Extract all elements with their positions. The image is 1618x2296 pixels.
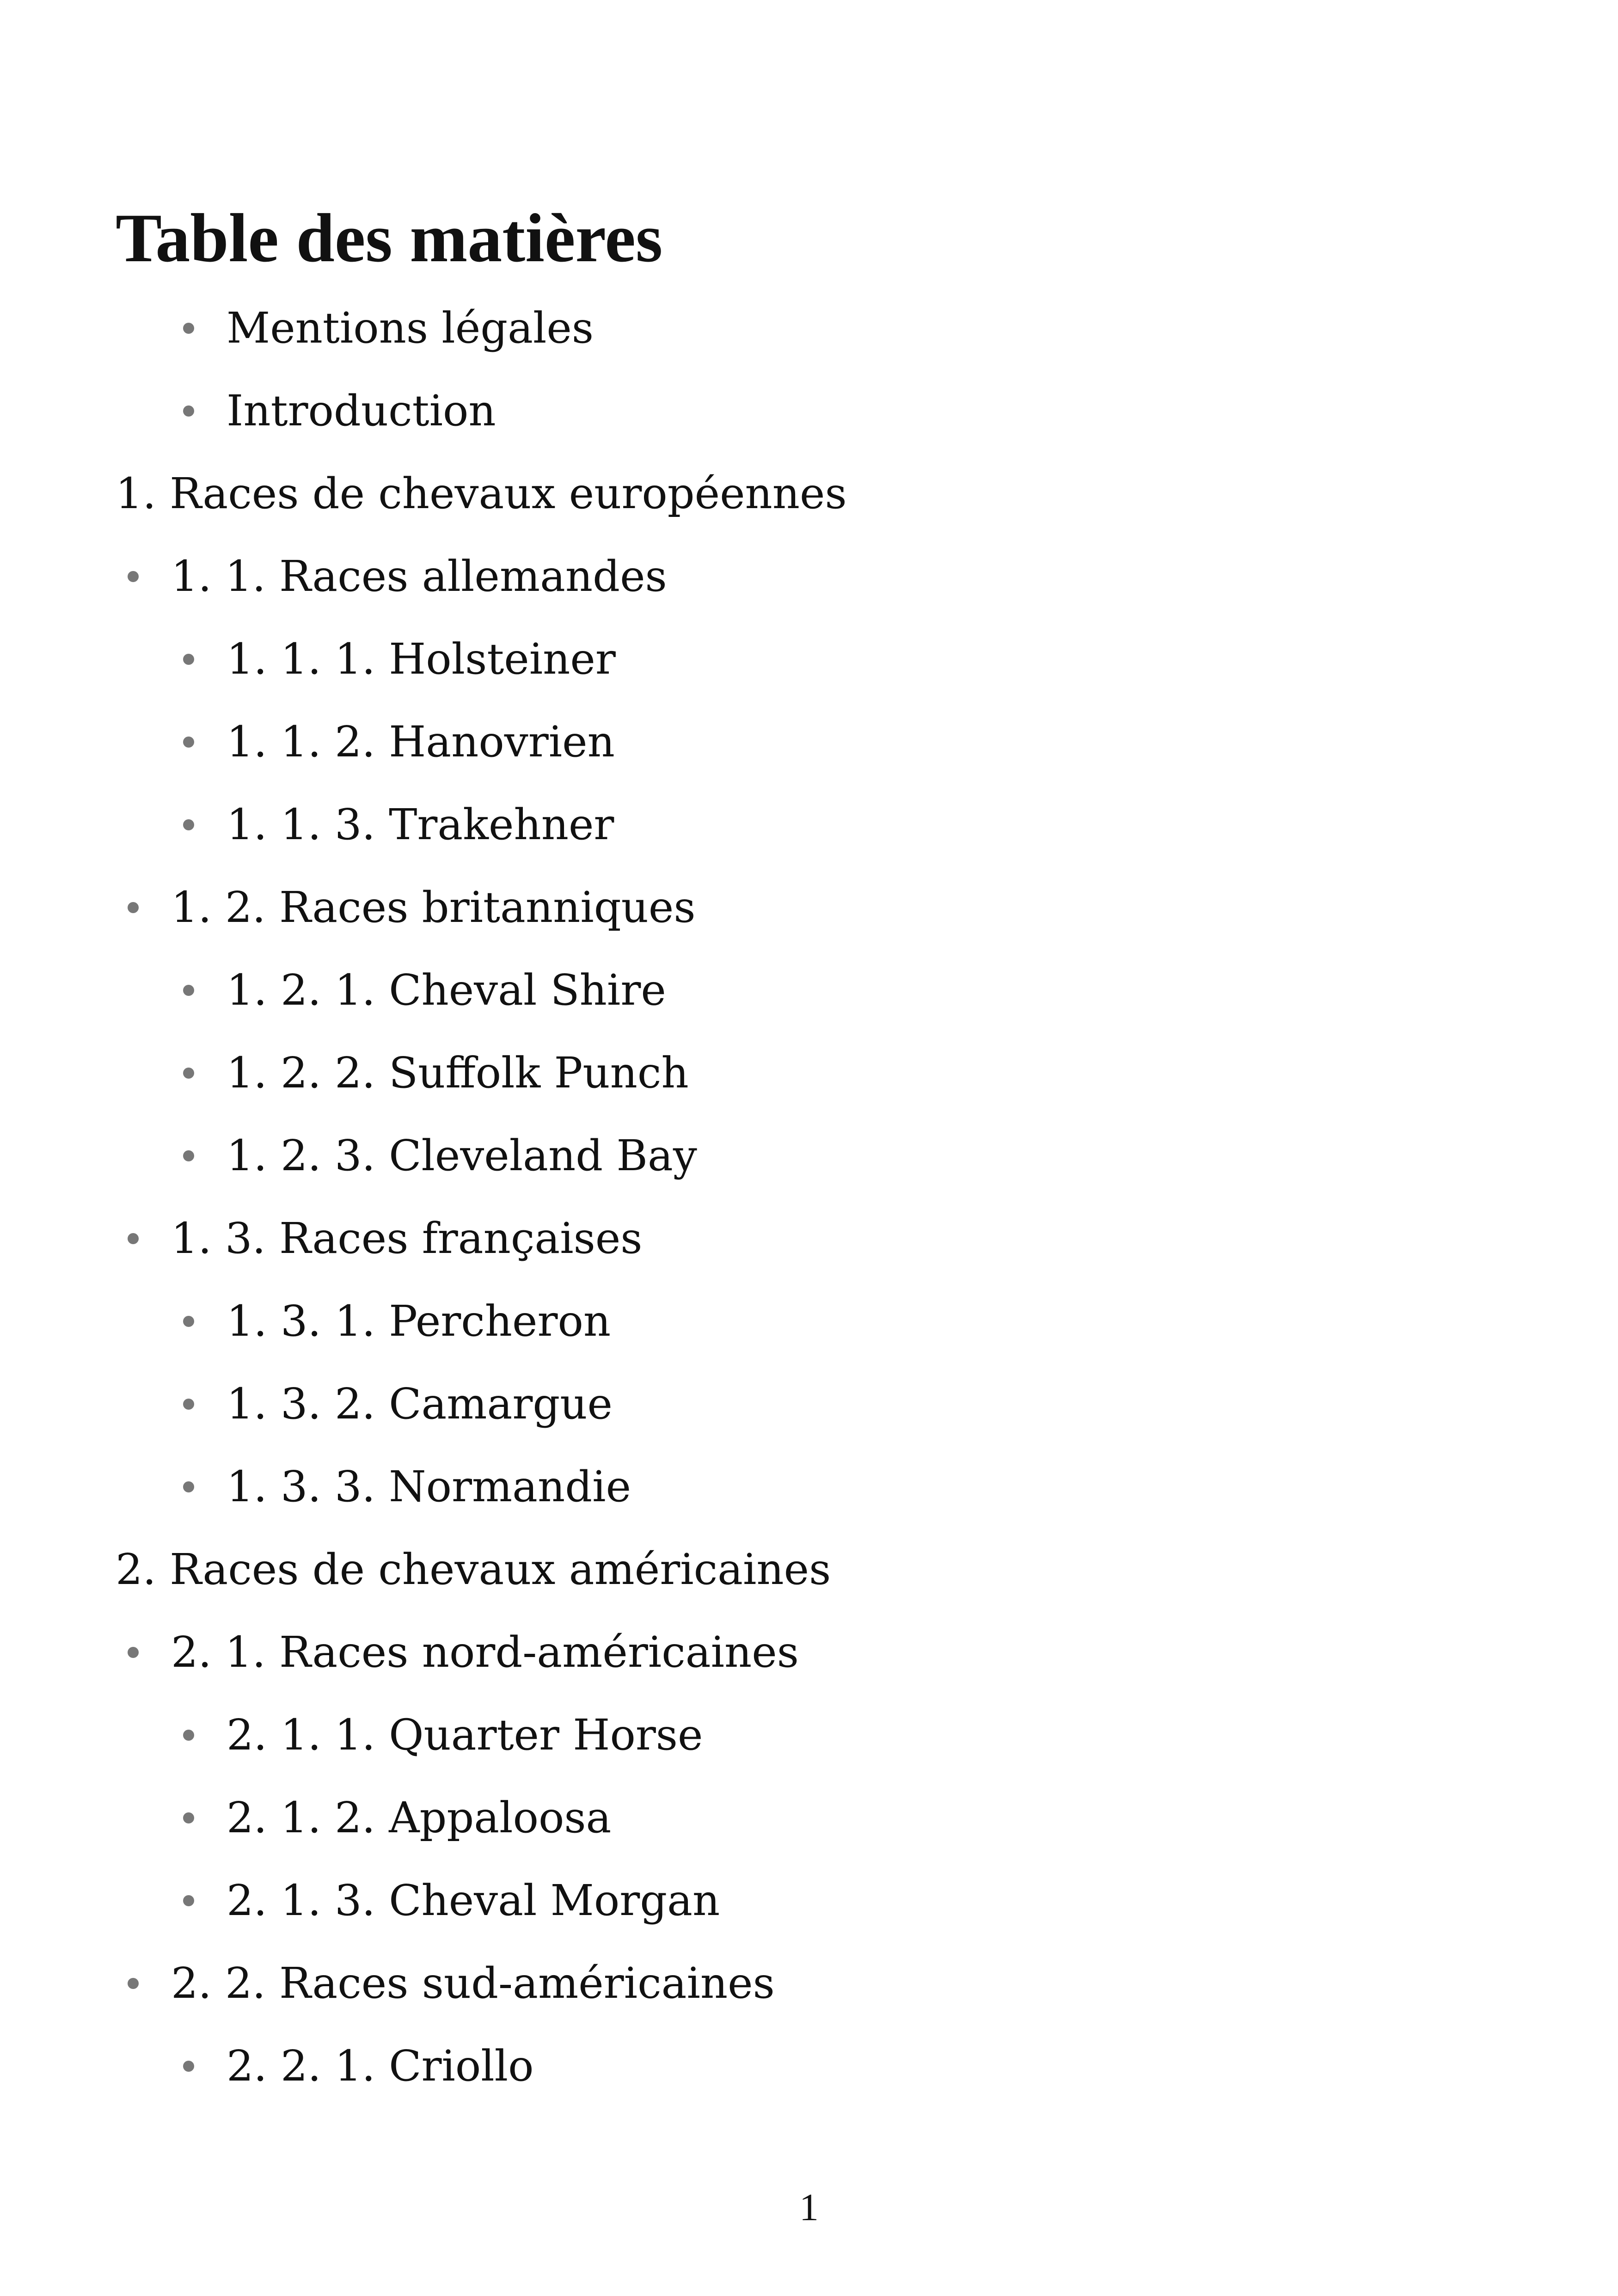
toc-entry-label: 2. 1. 3. Cheval Morgan: [227, 1876, 720, 1925]
toc-entry[interactable]: [0, 866, 1618, 949]
toc-entry-label: 1. 1. 3. Trakehner: [227, 800, 614, 849]
bullet-icon: [183, 1481, 194, 1492]
toc-entry-label: 1. 1. 2. Hanovrien: [227, 717, 615, 767]
toc-entry[interactable]: [0, 1031, 1618, 1114]
page-number: 1: [799, 2186, 819, 2229]
bullet-icon: [183, 985, 194, 996]
toc-entry[interactable]: [0, 618, 1618, 700]
toc-entry[interactable]: [0, 287, 1618, 369]
toc-entry-label: 1. 1. Races allemandes: [171, 552, 667, 601]
toc-entry-label: 1. 3. 3. Normandie: [227, 1462, 631, 1511]
toc-entry[interactable]: [0, 535, 1618, 618]
toc-entry-label: 2. 2. 1. Criollo: [227, 2041, 534, 2091]
toc-entry[interactable]: [0, 1363, 1618, 1445]
toc-entry[interactable]: [0, 1197, 1618, 1280]
bullet-icon: [183, 1895, 194, 1906]
bullet-icon: [183, 405, 194, 417]
bullet-icon: [128, 1233, 139, 1244]
bullet-icon: [183, 1730, 194, 1741]
bullet-icon: [183, 1150, 194, 1161]
toc-entry[interactable]: [0, 2025, 1618, 2107]
toc-entry[interactable]: [0, 1445, 1618, 1528]
bullet-icon: [128, 1978, 139, 1989]
bullet-icon: [183, 1068, 194, 1079]
toc-entry[interactable]: [0, 1859, 1618, 1942]
toc-entry[interactable]: [0, 1942, 1618, 2025]
toc-entry[interactable]: [0, 452, 1618, 535]
toc-entry[interactable]: [0, 1776, 1618, 1859]
bullet-icon: [183, 737, 194, 748]
table-of-contents: [0, 287, 1618, 2107]
toc-entry-label: 2. 1. 1. Quarter Horse: [227, 1710, 703, 1760]
toc-entry-label: 1. 1. 1. Holsteiner: [227, 634, 616, 684]
toc-entry-label: 1. Races de chevaux européennes: [116, 469, 847, 518]
bullet-icon: [128, 1647, 139, 1658]
bullet-icon: [183, 323, 194, 334]
toc-entry-label: 1. 3. 2. Camargue: [227, 1379, 613, 1429]
toc-entry[interactable]: [0, 949, 1618, 1031]
toc-entry[interactable]: [0, 1694, 1618, 1776]
toc-entry-label: 2. Races de chevaux américaines: [116, 1545, 831, 1594]
bullet-icon: [183, 819, 194, 830]
toc-entry[interactable]: [0, 1280, 1618, 1363]
toc-entry-label: 1. 2. 1. Cheval Shire: [227, 965, 666, 1015]
bullet-icon: [183, 1399, 194, 1410]
toc-entry-label: Introduction: [227, 386, 496, 436]
toc-entry-label: 1. 2. 2. Suffolk Punch: [227, 1048, 689, 1098]
bullet-icon: [183, 654, 194, 665]
bullet-icon: [183, 1316, 194, 1327]
toc-entry-label: 1. 3. 1. Percheron: [227, 1296, 611, 1346]
toc-entry-label: 1. 3. Races françaises: [171, 1214, 643, 1263]
toc-entry[interactable]: [0, 1611, 1618, 1694]
toc-entry-label: Mentions légales: [227, 303, 594, 353]
toc-entry[interactable]: [0, 783, 1618, 866]
bullet-icon: [128, 571, 139, 582]
toc-entry-label: 1. 2. 3. Cleveland Bay: [227, 1131, 697, 1180]
toc-entry[interactable]: [0, 700, 1618, 783]
page-title: Table des matières: [116, 200, 663, 276]
toc-entry-label: 2. 1. 2. Appaloosa: [227, 1793, 612, 1842]
toc-entry[interactable]: [0, 1114, 1618, 1197]
bullet-icon: [128, 902, 139, 913]
bullet-icon: [183, 2061, 194, 2072]
toc-entry-label: 2. 2. Races sud-américaines: [171, 1958, 775, 2008]
toc-entry[interactable]: [0, 1528, 1618, 1611]
toc-entry[interactable]: [0, 369, 1618, 452]
bullet-icon: [183, 1812, 194, 1823]
toc-entry-label: 1. 2. Races britanniques: [171, 883, 696, 932]
toc-entry-label: 2. 1. Races nord-américaines: [171, 1627, 799, 1677]
